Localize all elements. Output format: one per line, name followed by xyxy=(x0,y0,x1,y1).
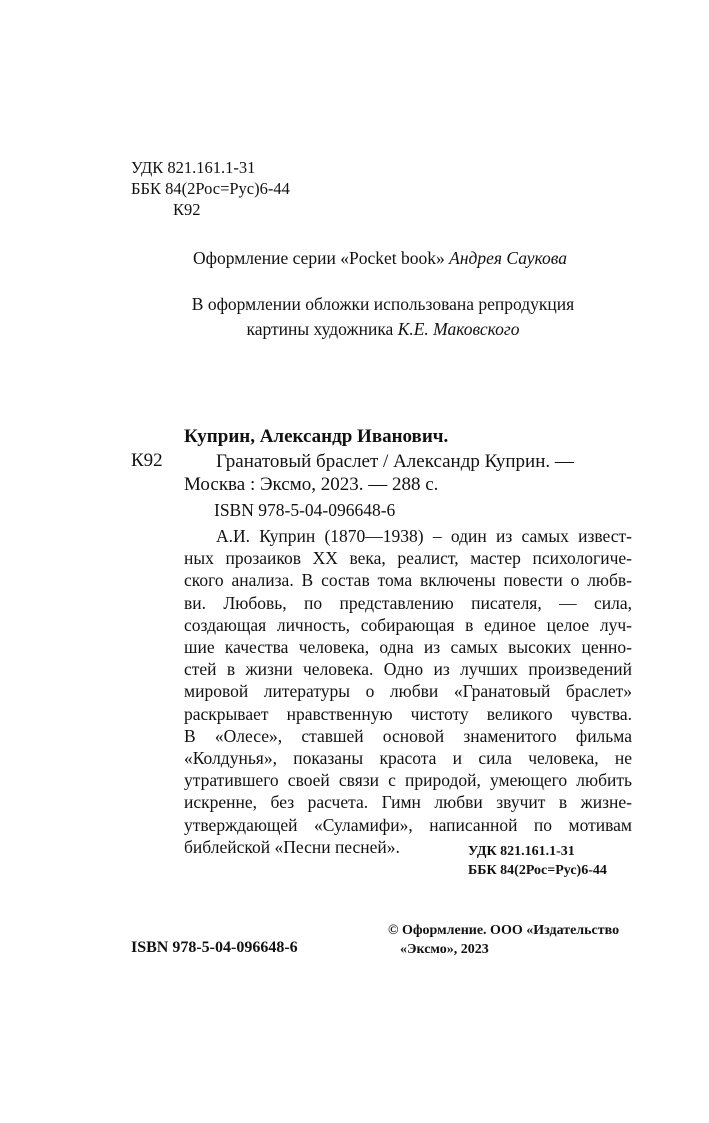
udk-code: УДК 821.161.1-31 xyxy=(131,158,256,177)
series-designer-name: Андрея Саукова xyxy=(449,248,567,268)
annotation-line: утратившего своей связи с природой, умеющего любить xyxy=(184,770,632,791)
annotation xyxy=(184,525,632,858)
series-design-credit xyxy=(0,248,709,269)
classification-block-bottom xyxy=(468,842,607,880)
author-mark: К92 xyxy=(173,200,201,219)
cover-credit-text: картины художника xyxy=(246,319,394,339)
annotation-line: шие качества человека, одна из самых высоких ценно- xyxy=(184,637,632,658)
udk-code-bottom: УДК 821.161.1-31 xyxy=(468,844,575,859)
annotation-line: А.И. Куприн (1870—1938) – один из самых извест- xyxy=(216,526,632,546)
cover-credit-line-1: В оформлении обложки использована репродукция xyxy=(191,294,575,314)
annotation-line: утверждающей «Суламифи», написанной по мотивам xyxy=(184,814,632,835)
copyright-notice xyxy=(388,921,619,959)
annotation-line: «Колдунья», показаны красота и сила человека, не xyxy=(184,748,632,769)
annotation-line: библейской «Песни песней». xyxy=(184,836,400,857)
title-statement: Гранатовый браслет / Александр Куприн. — xyxy=(216,451,574,472)
annotation-line: стей в жизни человека. Одно из лучших произведений xyxy=(184,659,632,680)
bibliographic-description xyxy=(184,450,632,496)
cover-credit xyxy=(0,292,709,342)
cover-artist-name: К.Е. Маковского xyxy=(397,319,520,339)
publication-statement: Москва : Эксмо, 2023. — 288 с. xyxy=(184,474,439,495)
annotation-line: ского анализа. В состав тома включены повести о любв- xyxy=(184,570,632,591)
footer-isbn: ISBN 978-5-04-096648-6 xyxy=(131,939,298,956)
annotation-line: раскрывает нравственную чистоту великого чувства. xyxy=(184,703,632,724)
copyright-line-2: «Эксмо», 2023 xyxy=(400,942,489,957)
cover-credit-line-2 xyxy=(0,317,709,342)
bbk-code: ББК 84(2Рос=Рус)6-44 xyxy=(131,179,290,198)
copyright-line-1: © Оформление. ООО «Издательство xyxy=(388,923,620,938)
annotation-line: ных прозаиков XX века, реалист, мастер психологиче- xyxy=(184,548,632,569)
record-isbn: ISBN 978-5-04-096648-6 xyxy=(214,500,396,520)
annotation-line: создающая личность, собирающая в единое целое луч- xyxy=(184,614,632,635)
series-design-text: Оформление серии «Pocket book» xyxy=(193,248,445,268)
classification-block-top xyxy=(131,157,290,220)
author-heading: Куприн, Александр Иванович. xyxy=(184,426,449,447)
annotation-line: ви. Любовь, по представлению писателя, — сила, xyxy=(184,592,632,613)
record-author-mark: К92 xyxy=(131,450,163,471)
annotation-line: мировой литературы о любви «Гранатовый браслет» xyxy=(184,681,632,702)
annotation-line: искренне, без расчета. Гимн любви звучит в жизне- xyxy=(184,792,632,813)
bbk-code-bottom: ББК 84(2Рос=Рус)6-44 xyxy=(468,863,607,878)
annotation-line: В «Олесе», ставшей основой знаменитого фильма xyxy=(184,725,632,746)
